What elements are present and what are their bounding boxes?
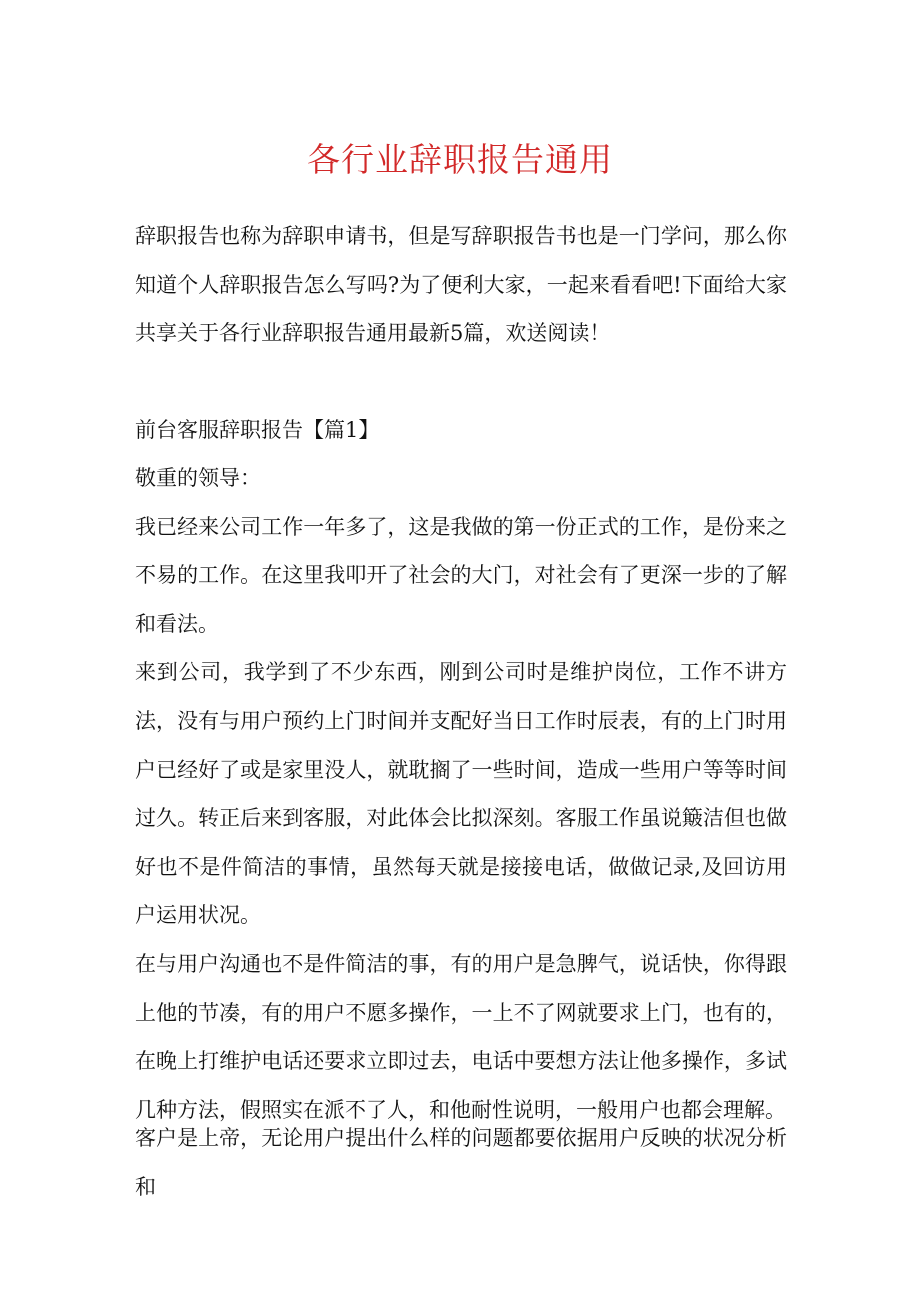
salutation: 敬重的领导： [135, 466, 261, 490]
intro-text: 辞职报告也称为辞职申请书，但是写辞职报告书也是一门学问，那么你知道个人辞职报告怎么写吗?为了便利大家，一起来看看吧!下面给大家共享关于各行业辞职报告通用最新5篇，欢送阅读！ [135, 224, 787, 346]
document-title: 各行业辞职报告通用 [307, 140, 613, 179]
intro-paragraph [135, 212, 787, 358]
body-paragraph-2: 来到公司，我学到了不少东西，刚到公司时是维护岗位，工作不讲方法，没有与用户预约上门时间并支配好当日工作时辰表，有的上门时用户已经好了或是家里没人，就耽搁了一些时间，造成一些用户等等时间过久。转正后来到客服，对此体会比拟深刻。客服工作虽说簸洁但也做好也不是件简洁的事情，虽然每天就是接接电话，做做记录,及回访用户运用状况。 [135, 660, 787, 928]
section-heading-block [135, 406, 787, 455]
body-paragraph-4: 客户是上帝，无论用户提出什么样的问题都要依据用户反映的状况分析和 [135, 1126, 787, 1199]
body-paragraph-3: 在与用户沟通也不是件简洁的事，有的用户是急脾气，说话快，你得跟上他的节凑，有的用户不愿多操作，一上不了网就要求上门，也有的，在晚上打维护电话还要求立即过去，电话中要想方法让他多操作，多试几种方法，假照实在派不了人，和他耐性说明，一般用户也都会理解。 [135, 951, 787, 1122]
continuation-block [135, 1114, 787, 1211]
letter-body [135, 454, 787, 1134]
body-paragraph-1: 我已经来公司工作一年多了，这是我做的第一份正式的工作，是份来之不易的工作。在这里我叩开了社会的大门，对社会有了更深一步的了解和看法。 [135, 514, 787, 636]
section-heading: 前台客服辞职报告【篇1】 [135, 418, 380, 442]
